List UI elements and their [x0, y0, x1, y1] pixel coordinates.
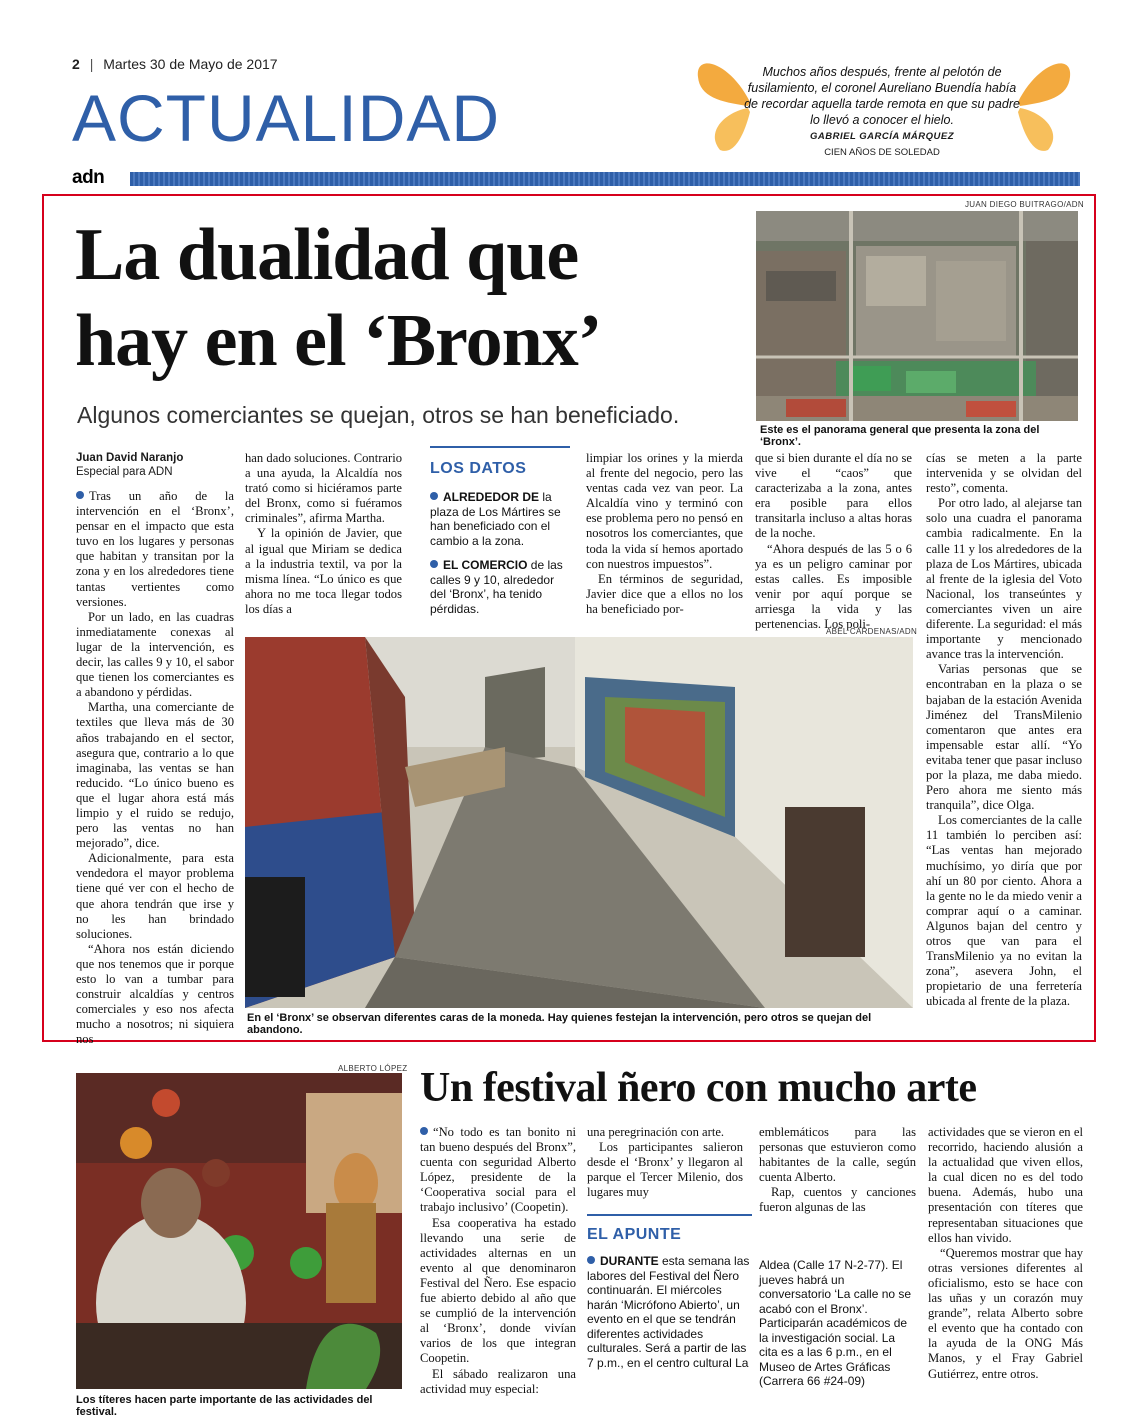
quote-source: CIEN AÑOS DE SOLEDAD — [824, 147, 940, 158]
col6-para4: Los comerciantes de la calle 11 también lo perciben así: “Las ventas han mejorado muchísimo, yo diría que por ahí un 80 por ciento. Ahora a la gente no le da miedo venir a comprar aquí o a caminar. Algunos bajan del centro y otros que van para el TransMilenio ya no evitan la zona”, asevera John, el propietario de una ferretería ubicada al frente de la plaza. — [926, 813, 1082, 1009]
author-name: Juan David Naranjo — [76, 452, 184, 464]
bullet-icon — [430, 560, 438, 568]
note-box — [587, 1214, 752, 1370]
article-title-line1: La dualidad que — [75, 214, 579, 296]
col6-para1: cías se meten a la parte intervenida y se olvidan del resto”, comenta. — [926, 451, 1082, 496]
col5-para1: que si bien durante el día no se vive el “caos” que caracterizaba a la zona, antes era posible para ellos transitarla incluso a altas horas de la noche. — [755, 451, 912, 541]
photo2-credit: ABEL CÁRDENAS/ADN — [826, 627, 918, 636]
col2-para2: Y la opinión de Javier, que al igual que Miriam se dedica a la industria textil, va por la misma línea. “Lo único es que ahora no me toca llegar todos los días a — [245, 526, 402, 616]
photo1-caption: Este es el panorama general que presenta la zona del ‘Bronx’. — [760, 424, 1040, 448]
puppets-photo — [76, 1073, 402, 1389]
col2-para1: han dado soluciones. Contrario a una ayuda, la Alcaldía nos trató como si hiciéramos parte del Bronx, como si fuéramos criminales”, afirma Martha. — [245, 451, 402, 526]
a2-col3-para2: Rap, cuentos y canciones fueron algunas de las — [759, 1185, 916, 1215]
photo3-caption: Los títeres hacen parte importante de las actividades del festival. — [76, 1394, 373, 1418]
col5-para2: “Ahora después de las 5 o 6 ya es un peligro caminar por estas calles. Es imposible venir por aquí porque se arriesga la vida y las pertenencias. Los poli- — [755, 541, 912, 632]
photo1-credit: JUAN DIEGO BUITRAGO/ADN — [965, 200, 1084, 209]
col1-para3: Martha, una comerciante de textiles que lleva más de 30 años trabajando en el sector, asegura que, contrario a lo que imaginaba, las ventas se han reducido. “Lo único bueno es que el lugar ahora está más limpio y el ruido se redujo, pero las ventas no han mejorado”, dice. — [76, 700, 234, 851]
a2-col1-para1: “No todo es tan bonito ni tan bueno después del Bronx”, cuenta con seguridad Alberto López, presidente de la ‘Cooperativa social para el trabajo inclusivo’ (Coopetin). — [420, 1125, 576, 1215]
article1-col4 — [586, 451, 743, 617]
a2-col2-para1: una peregrinación con arte. — [587, 1125, 725, 1139]
a2-col4-para1: actividades que se vieron en el recorrido, haciendo alusión a la actualidad que viven ellos, la cual dicen no es del todo buena. Además, hubo una presentación con títeres que representaban situaciones que ellos han vivido. — [928, 1125, 1083, 1245]
article-subtitle: Algunos comerciantes se quejan, otros se han beneficiado. — [77, 402, 680, 428]
bullet-icon — [587, 1256, 595, 1264]
photo3-credit: ALBERTO LÓPEZ — [338, 1064, 408, 1073]
issue-date: Martes 30 de Mayo de 2017 — [103, 56, 278, 72]
data-box — [430, 446, 570, 616]
bullet-icon — [430, 492, 438, 500]
header-stripe — [130, 172, 1080, 186]
article2-col4 — [928, 1125, 1083, 1382]
section-title: ACTUALIDAD — [72, 81, 501, 155]
col1-para2: Por un lado, en las cuadras inmediatamente conexas al lugar de la intervención, es decir, las calles 9 y 10, el sabor que tienen los comerciantes es a abandono y pérdidas. — [76, 609, 234, 700]
bullet-icon — [76, 491, 84, 499]
photo2-caption: En el ‘Bronx’ se observan diferentes caras de la moneda. Hay quienes festejan la intervención, pero otros se quejan del abandono. — [247, 1012, 872, 1036]
street-photo — [245, 637, 913, 1008]
a2-col2-para2: Los participantes salieron desde el ‘Bronx’ y llegaron al parque el Tercer Milenio, dos lugares muy — [587, 1140, 743, 1200]
a2-col3-para1: emblemáticos para las personas que estuvieron como habitantes de la calle, según cuenta Alberto. — [759, 1125, 916, 1185]
article-title-line2: hay en el ‘Bronx’ — [75, 300, 602, 382]
quote-text: Muchos años después, frente al pelotón de fusilamiento, el coronel Aureliano Buendía había de recordar aquella tarde remota en que su padre lo llevó a conocer el hielo. — [744, 65, 1020, 127]
adn-logo: adn — [72, 167, 105, 188]
note-text: esta semana las labores del Festival del Ñero continuarán. El miércoles harán ‘Micrófono Abierto’, un evento en el que se tendrán diferentes actividades culturales. Será a partir de las 7 p.m., en el centro cultural La — [587, 1254, 750, 1370]
data-item2-lead: EL COMERCIO — [443, 558, 528, 572]
col6-para2: Por otro lado, al alejarse tan solo una cuadra el panorama cambia radicalmente. En la calle 11 y los alrededores de la plaza de Los Mártires, ubicada al frente de la iglesia del Voto Nacional, los transeúntes y comerciantes viven un aire diferente. La seguridad: el más importante y mencionado avance tras la intervención. — [926, 496, 1082, 662]
article2-col1 — [420, 1125, 576, 1397]
data-item1-lead: ALREDEDOR DE — [443, 490, 540, 504]
col1-para4: Adicionalmente, para esta vendedora el mayor problema tiene qué ver con el hecho de que ahora tendrán que irse y no les han brindado soluciones. — [76, 851, 234, 941]
article-title — [75, 212, 601, 384]
col1-para5: “Ahora nos están diciendo que nos tenemos que ir porque esto lo van a tumbar para construir alcaldías y centros comerciales y eso nos afecta mucho a nosotros; ni siquiera nos — [76, 941, 234, 1047]
a2-col1-para3: El sábado realizaron una actividad muy especial: — [420, 1366, 576, 1396]
note-lead: DURANTE — [600, 1254, 659, 1268]
data-item2-text: de las calles 9 y 10, alrededor del ‘Bronx’, ha tenido pérdidas. — [430, 558, 563, 616]
a2-col1-para2: Esa cooperativa ha estado llevando una serie de actividades alternas en un evento al que denominaron Festival del Ñero. Ese espacio fue abierto debido al año que se cumplió de la intervención al ‘Bronx’, donde vivían varios de los que integran Coopetin. — [420, 1215, 576, 1366]
a2-col4-para2: “Queremos mostrar que hay otras versiones diferentes al oficialismo, esto se hace con las uñas y un corazón muy grande”, relata Alberto sobre el evento que ha contado con la ayuda de la ONG Más Manos, y el Fray Gabriel Gutiérrez, entre otros. — [928, 1245, 1083, 1381]
col6-para3: Varias personas que se encontraban en la plaza o se bajaban de la estación Avenida Jiménez del TransMilenio comentaron que antes era impensable estar allí. “Yo evitaba tener que pasar incluso por la plaza, me daba miedo. Pero ahora me siento más tranquila”, dice Olga. — [926, 662, 1082, 813]
article1-col2 — [245, 451, 402, 617]
bullet-icon — [420, 1127, 428, 1135]
col4-para1: limpiar los orines y la mierda al frente del negocio, pero las ventas cada vez van peor. La Alcaldía vino y terminó con ese problema pero no pensó en nosotros los comerciantes, que toda la vida sí hemos aportado con nuestros impuestos”. — [586, 451, 743, 571]
article2-col3 — [759, 1125, 916, 1216]
col1-para1: Tras un año de la intervención en el ‘Bronx’, pensar en el impacto que esta tuvo en los lugares y personas que habitan y transitan por la zona y en los alrededores tiene tantas vertientes como versiones. — [76, 489, 234, 609]
page-number: 2 — [72, 56, 80, 72]
aerial-photo — [756, 211, 1078, 421]
note-box-title: EL APUNTE — [587, 1226, 682, 1243]
author-role: Especial para ADN — [76, 466, 173, 478]
data-item1-text: la plaza de Los Mártires se han beneficiado con el cambio a la zona. — [430, 490, 561, 548]
article1-col5 — [755, 451, 912, 632]
col4-para2: En términos de seguridad, Javier dice que a ellos no los ha beneficiado por- — [586, 571, 743, 616]
article2-col2 — [587, 1125, 743, 1200]
page-header-line: 2 | Martes 30 de Mayo de 2017 — [72, 56, 278, 72]
article1-col1 — [76, 489, 234, 1047]
quote-author: GABRIEL GARCÍA MÁRQUEZ — [810, 131, 954, 142]
article1-col6 — [926, 451, 1082, 1009]
article2-title: Un festival ñero con mucho arte — [420, 1065, 977, 1111]
data-box-title: LOS DATOS — [430, 460, 527, 477]
note-continued: Aldea (Calle 17 N-2-77). El jueves habrá un conversatorio ‘La calle no se acabó con el Bronx’. Participarán académicos de la investigación social. La cita es a las 6 p.m., en el Museo de Artes Gráficas (Carrera 66 #24-09) — [759, 1258, 912, 1388]
